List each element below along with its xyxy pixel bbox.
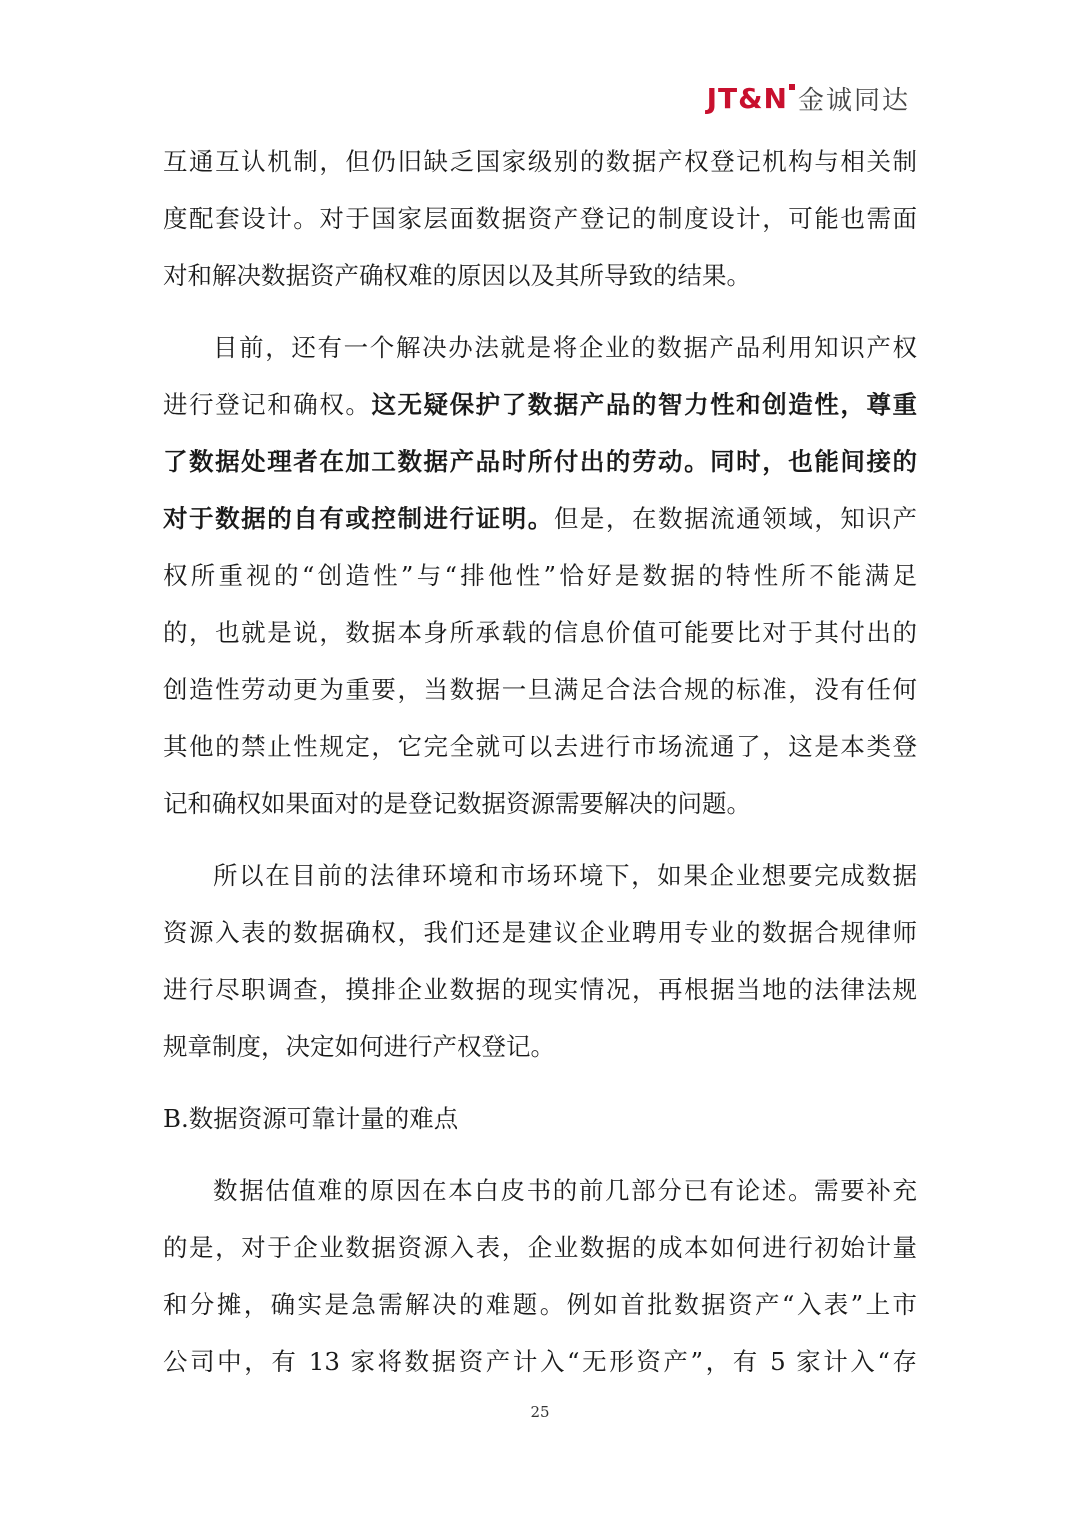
paragraph-1 xyxy=(163,133,917,304)
text-line xyxy=(163,490,917,547)
text-line: 创造性劳动更为重要，当数据一旦满足合法合规的标准，没有任何 xyxy=(163,675,917,704)
text-line: 所以在目前的法律环境和市场环境下，如果企业想要完成数据 xyxy=(213,861,917,890)
bold-text: 了数据处理者在加工数据产品时所付出的劳动。同时，也能间接的 xyxy=(163,447,917,476)
logo-chinese-name: 金诚同达 xyxy=(797,86,910,116)
page-number: 25 xyxy=(530,1403,550,1421)
company-logo xyxy=(707,80,910,117)
paragraph-4 xyxy=(163,1162,917,1390)
text-line: 规章制度，决定如何进行产权登记。 xyxy=(163,1032,555,1061)
text-line: 的，也就是说，数据本身所承载的信息价值可能要比对于其付出的 xyxy=(163,618,917,647)
text-line: 数据估值难的原因在本白皮书的前几部分已有论述。需要补充 xyxy=(213,1176,917,1205)
text-line: 和分摊，确实是急需解决的难题。例如首批数据资产“入表”上市 xyxy=(163,1290,917,1319)
document-body xyxy=(163,133,917,1390)
text-line: 的是，对于企业数据资源入表，企业数据的成本如何进行初始计量 xyxy=(163,1233,917,1262)
paragraph-2 xyxy=(163,319,917,832)
text-line xyxy=(163,376,917,433)
bold-text: 对于数据的自有或控制进行证明。 xyxy=(163,504,554,533)
plain-text: 进行登记和确权。 xyxy=(163,390,372,419)
logo-brand-text: JT&N xyxy=(706,82,788,115)
text-line: 记和确权如果面对的是登记数据资源需要解决的问题。 xyxy=(163,789,751,818)
text-line: 公司中，有 13 家将数据资产计入“无形资产”，有 5 家计入“存 xyxy=(163,1347,917,1376)
text-line: 对和解决数据资产确权难的原因以及其所导致的结果。 xyxy=(163,261,751,290)
paragraph-3 xyxy=(163,847,917,1075)
bold-text: 这无疑保护了数据产品的智力性和创造性，尊重 xyxy=(371,390,918,419)
logo-mark-icon xyxy=(789,84,795,90)
text-line: 资源入表的数据确权，我们还是建议企业聘用专业的数据合规律师 xyxy=(163,918,917,947)
text-line: 权所重视的“创造性”与“排他性”恰好是数据的特性所不能满足 xyxy=(163,561,917,590)
text-line: 进行尽职调查，摸排企业数据的现实情况，再根据当地的法律法规 xyxy=(163,975,917,1004)
section-heading: B.数据资源可靠计量的难点 xyxy=(163,1104,459,1133)
plain-text: 但是，在数据流通领域，知识产 xyxy=(553,504,918,533)
text-line: 互通互认机制，但仍旧缺乏国家级别的数据产权登记机构与相关制 xyxy=(163,147,917,176)
text-line: 其他的禁止性规定，它完全就可以去进行市场流通了，这是本类登 xyxy=(163,732,917,761)
text-line: 度配套设计。对于国家层面数据资产登记的制度设计，可能也需面 xyxy=(163,204,917,233)
text-line xyxy=(163,433,917,490)
text-line: 目前，还有一个解决办法就是将企业的数据产品利用知识产权 xyxy=(213,333,917,362)
